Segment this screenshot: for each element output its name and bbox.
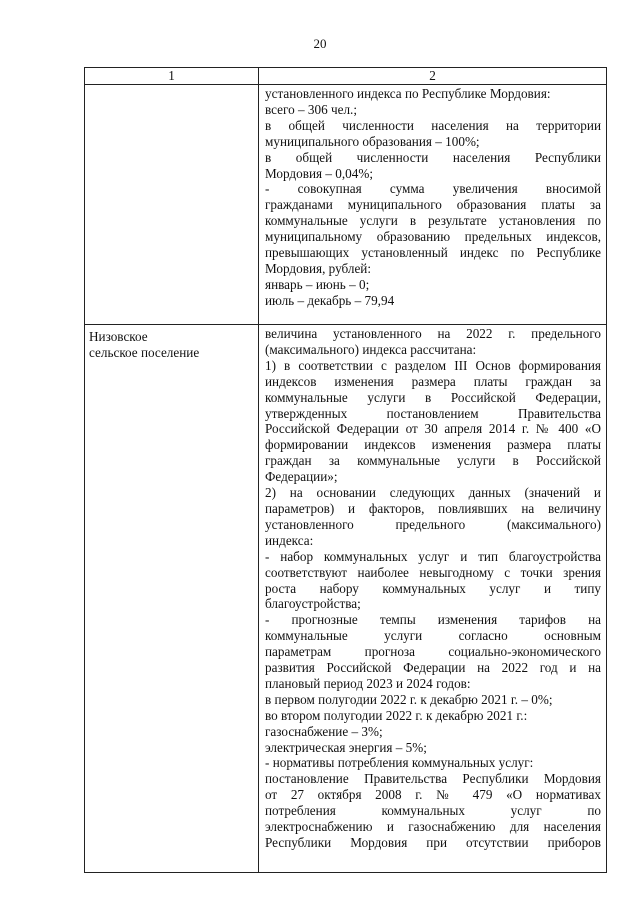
text-line: газоснабжение – 3%; bbox=[265, 723, 383, 739]
municipality-name-line: Низовское bbox=[89, 329, 148, 344]
text-line: роста набору коммунальных услуг и типу bbox=[265, 580, 601, 596]
text-line: превышающих установленный индекс по Республике bbox=[265, 245, 601, 261]
text-line: установленного индекса по Республике Мордовия: bbox=[265, 86, 551, 101]
text-line: электрическая энергия – 5%; bbox=[265, 739, 427, 755]
text-line: плановый период 2023 и 2024 годов: bbox=[265, 675, 471, 691]
text-line: установленного предельного (максимального) bbox=[265, 516, 601, 532]
text-line: муниципальному образованию предельных индексов, bbox=[265, 229, 601, 245]
text-line: индексов изменения размера платы граждан за bbox=[265, 373, 601, 389]
text-line: муниципального образования – 100%; bbox=[265, 133, 480, 149]
text-line: 1) в соответствии с разделом III Основ формирования bbox=[265, 357, 601, 373]
text-line: потребления коммунальных услуг по bbox=[265, 803, 601, 819]
column-header-1: 1 bbox=[85, 68, 259, 85]
text-line: январь – июнь – 0; bbox=[265, 276, 370, 292]
text-line: Мордовия – 0,04%; bbox=[265, 165, 373, 181]
text-line: - совокупная сумма увеличения вносимой bbox=[265, 181, 601, 197]
text-line: коммунальные услуги согласно основным bbox=[265, 628, 601, 644]
page-number: 20 bbox=[313, 36, 327, 51]
row-1-description-cell bbox=[259, 85, 607, 325]
text-line: Мордовия, рублей: bbox=[265, 260, 372, 276]
text-line: коммунальные услуги в Российской Федерации, bbox=[265, 389, 601, 405]
text-line: гражданами муниципального образования платы за bbox=[265, 197, 601, 213]
text-line: граждан за коммунальные услуги в Российской bbox=[265, 453, 601, 469]
table-row-continuation bbox=[85, 85, 607, 325]
text-line: в общей численности населения Республики bbox=[265, 149, 601, 165]
text-line: Федерации»; bbox=[265, 469, 338, 485]
text-line: постановление Правительства Республики Мордовия bbox=[265, 771, 601, 787]
text-line: утвержденных постановлением Правительства bbox=[265, 405, 601, 421]
text-line: развития Российской Федерации на 2022 год и на bbox=[265, 660, 601, 676]
text-line: индекса: bbox=[265, 532, 314, 548]
text-line: 2) на основании следующих данных (значений и bbox=[265, 485, 601, 501]
text-line: коммунальные услуги в результате установления по bbox=[265, 213, 601, 229]
text-line: формировании индексов изменения размера платы bbox=[265, 437, 601, 453]
text-line: во втором полугодии 2022 г. к декабрю 2021 г.: bbox=[265, 707, 528, 723]
text-line: июль – декабрь – 79,94 bbox=[265, 292, 395, 308]
table-row-nizovskoe bbox=[85, 325, 607, 873]
text-line: (максимального) индекса рассчитана: bbox=[265, 341, 477, 357]
text-line: Российской Федерации от 30 апреля 2014 г. № 400 «О bbox=[265, 421, 601, 437]
municipality-name-line: сельское поселение bbox=[89, 344, 200, 360]
text-line: электроснабжению и газоснабжению для населения bbox=[265, 819, 601, 835]
text-line: в первом полугодии 2022 г. к декабрю 2021 г. – 0%; bbox=[265, 691, 553, 707]
text-line: величина установленного на 2022 г. предельного bbox=[265, 326, 601, 341]
document-table bbox=[84, 67, 607, 873]
text-line: параметрам прогноза социально-экономического bbox=[265, 644, 601, 660]
text-line: от 27 октября 2008 г. № 479 «О нормативах bbox=[265, 787, 601, 803]
text-line: - нормативы потребления коммунальных услуг: bbox=[265, 755, 534, 771]
text-line: параметров) и факторов, повлиявших на величину bbox=[265, 500, 601, 516]
text-line: соответствуют наиболее невыгодному с точки зрения bbox=[265, 564, 601, 580]
row-2-description-cell bbox=[259, 325, 607, 873]
column-header-2: 2 bbox=[259, 68, 607, 85]
text-line: Республики Мордовия при отсутствии приборов bbox=[265, 835, 601, 850]
row-1-municipality-cell bbox=[85, 85, 259, 325]
text-line: - прогнозные темпы изменения тарифов на bbox=[265, 612, 601, 628]
text-line: в общей численности населения на территории bbox=[265, 117, 601, 133]
table-header-row bbox=[85, 68, 607, 85]
row-2-municipality-cell bbox=[85, 325, 259, 873]
text-line: благоустройства; bbox=[265, 596, 361, 612]
text-line: всего – 306 чел.; bbox=[265, 101, 357, 117]
text-line: - набор коммунальных услуг и тип благоустройства bbox=[265, 548, 601, 564]
